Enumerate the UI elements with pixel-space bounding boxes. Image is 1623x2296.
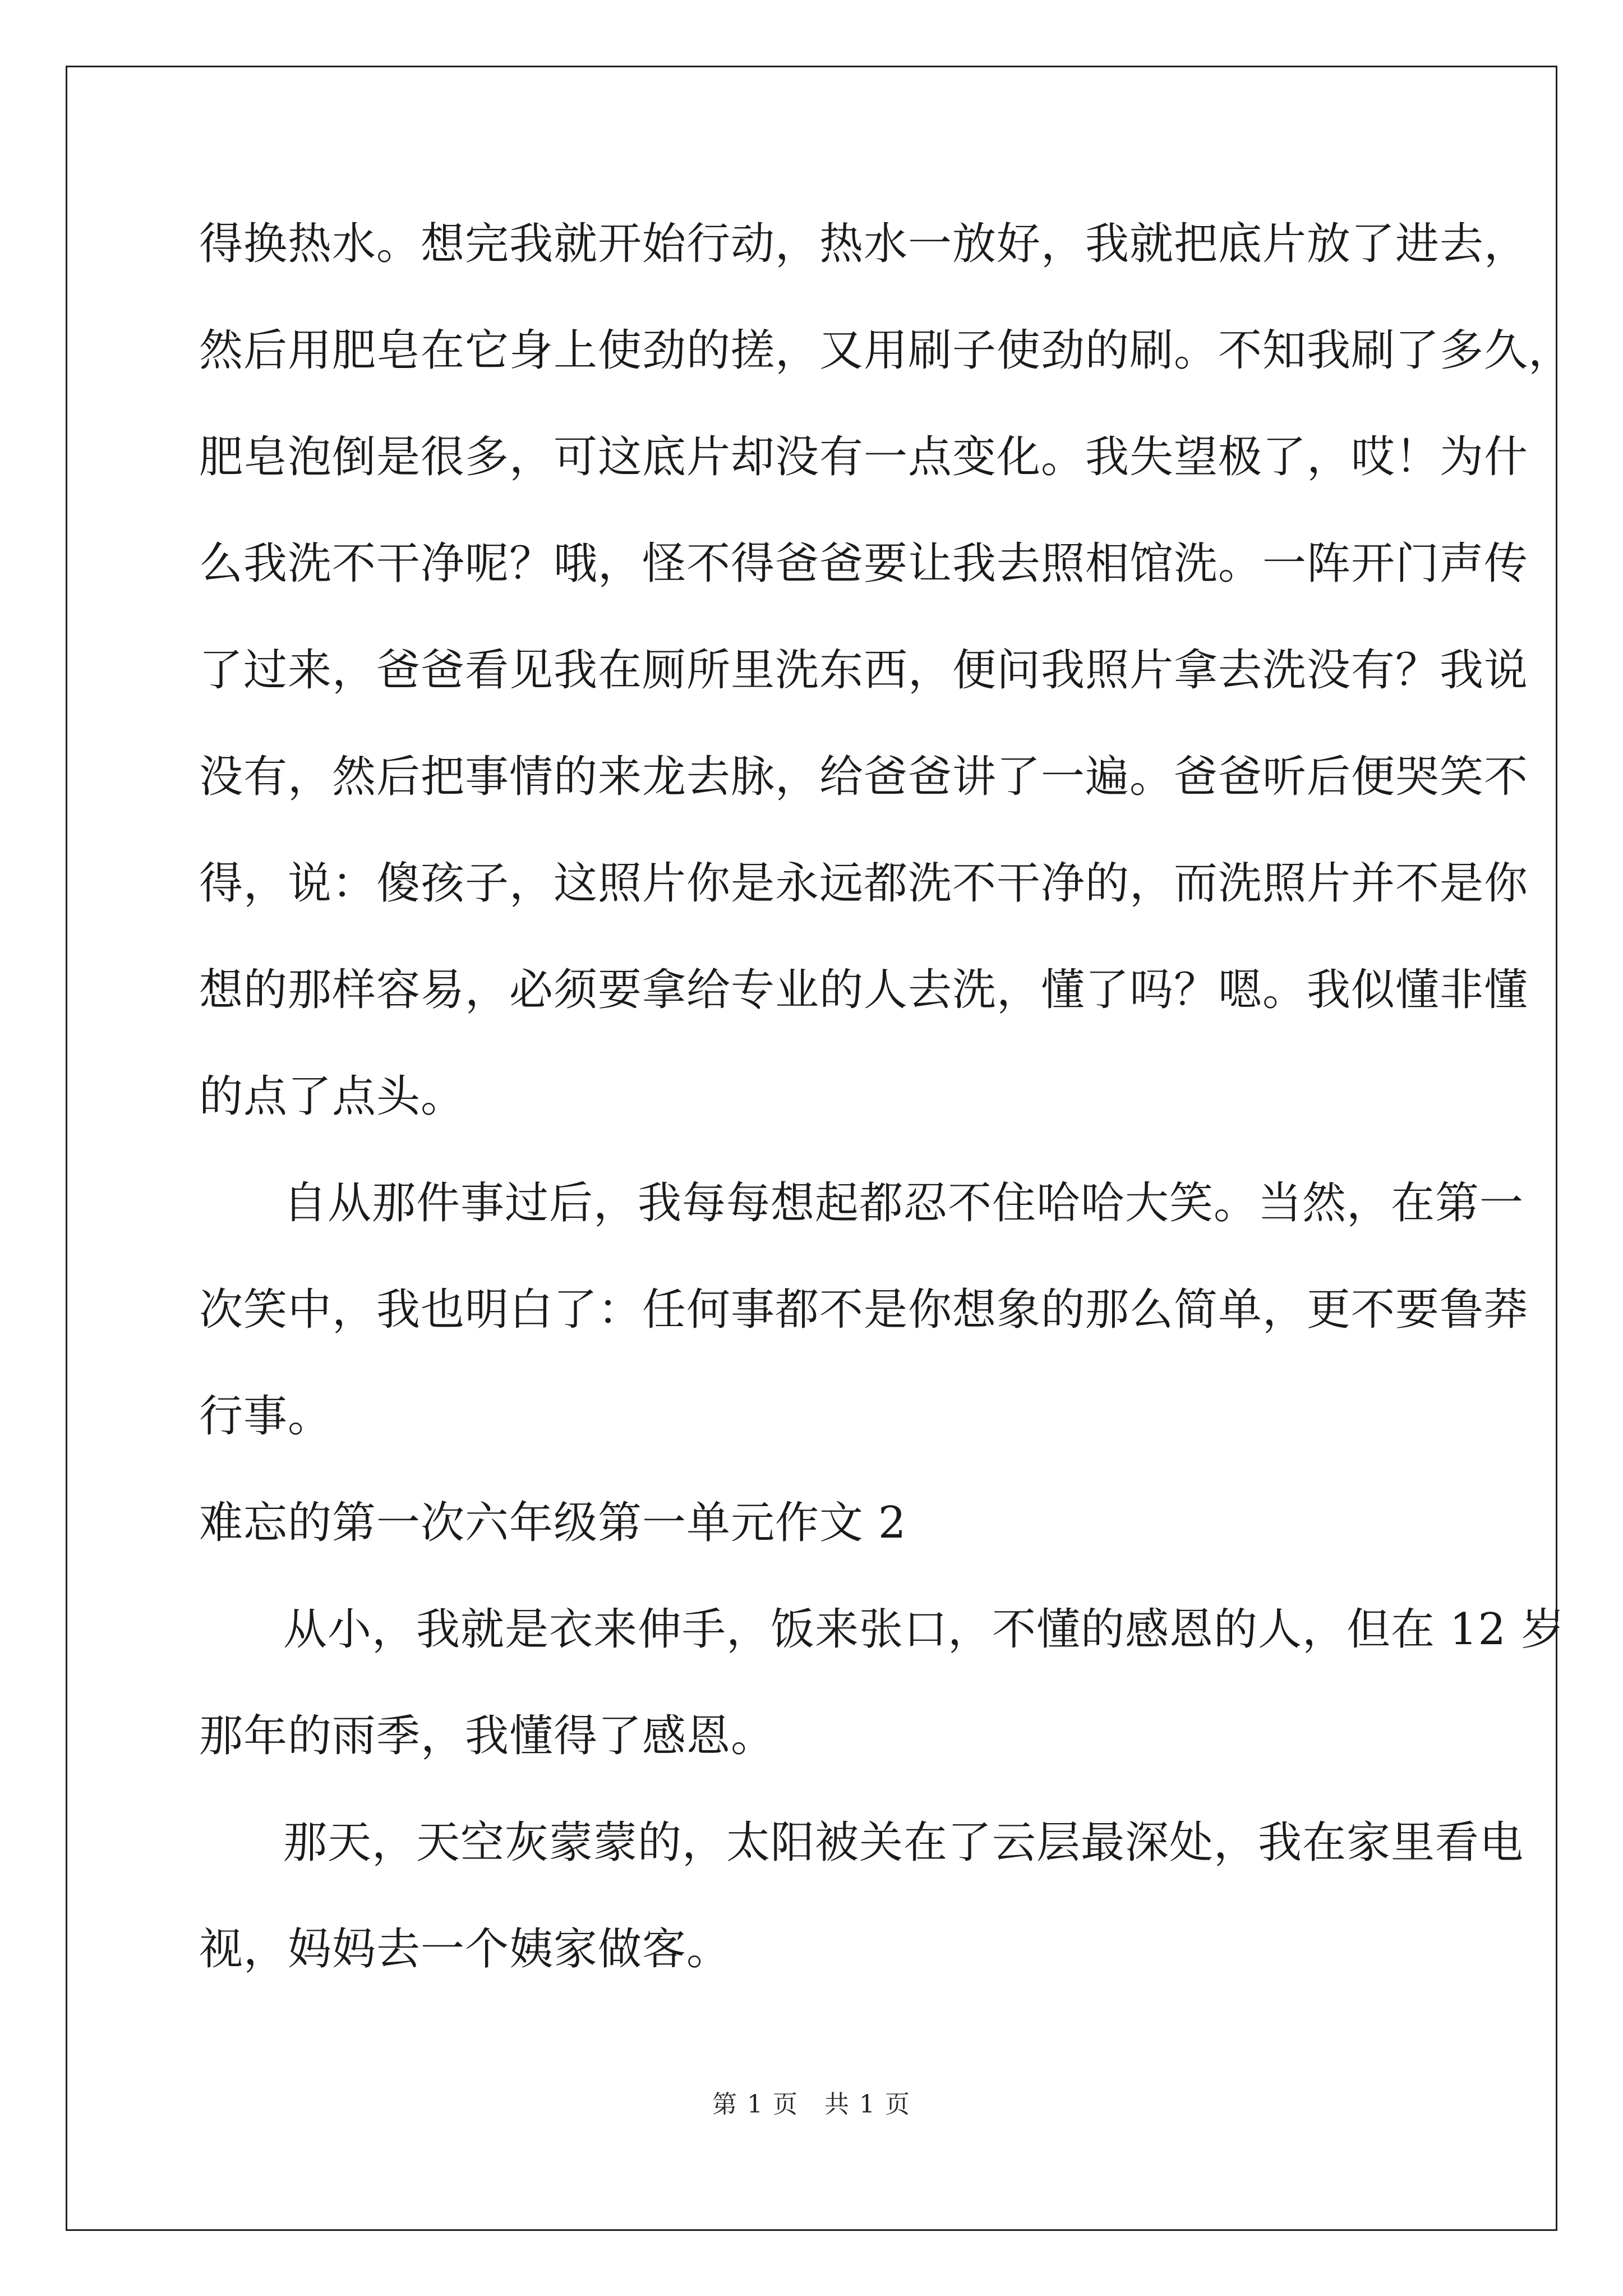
text-line: 了过来，爸爸看见我在厕所里洗东西，便问我照片拿去洗没有？我说 bbox=[199, 645, 1529, 696]
text-line: 得换热水。想完我就开始行动，热水一放好，我就把底片放了进去， bbox=[199, 219, 1529, 269]
paragraph-start-line: 那天，天空灰蒙蒙的，太阳被关在了云层最深处，我在家里看电 bbox=[283, 1818, 1524, 1868]
text-line: 的点了点头。 bbox=[199, 1071, 465, 1122]
text-line: 肥皂泡倒是很多，可这底片却没有一点变化。我失望极了，哎！为什 bbox=[199, 432, 1529, 482]
text-line: 视，妈妈去一个姨家做客。 bbox=[199, 1924, 731, 1975]
text-line: 没有，然后把事情的来龙去脉，给爸爸讲了一遍。爸爸听后便哭笑不 bbox=[199, 752, 1529, 802]
section-heading: 难忘的第一次六年级第一单元作文 2 bbox=[199, 1498, 907, 1548]
text-line: 那年的雨季，我懂得了感恩。 bbox=[199, 1711, 776, 1761]
paragraph-start-line: 自从那件事过后，我每每想起都忍不住哈哈大笑。当然，在第一 bbox=[283, 1178, 1524, 1228]
page-number-footer: 第 1 页 共 1 页 bbox=[712, 2090, 911, 2119]
text-line: 想的那样容易，必须要拿给专业的人去洗，懂了吗？嗯。我似懂非懂 bbox=[199, 965, 1529, 1015]
text-line: 行事。 bbox=[199, 1391, 333, 1442]
page-border bbox=[66, 66, 1557, 2231]
paragraph-start-line: 从小，我就是衣来伸手，饭来张口，不懂的感恩的人，但在 12 岁 bbox=[283, 1604, 1565, 1655]
text-line: 得，说：傻孩子，这照片你是永远都洗不干净的，而洗照片并不是你 bbox=[199, 858, 1529, 909]
text-line: 然后用肥皂在它身上使劲的搓，又用刷子使劲的刷。不知我刷了多久， bbox=[199, 325, 1573, 376]
text-line: 么我洗不干净呢？哦，怪不得爸爸要让我去照相馆洗。一阵开门声传 bbox=[199, 539, 1529, 589]
text-line: 次笑中，我也明白了：任何事都不是你想象的那么简单，更不要鲁莽 bbox=[199, 1285, 1529, 1335]
